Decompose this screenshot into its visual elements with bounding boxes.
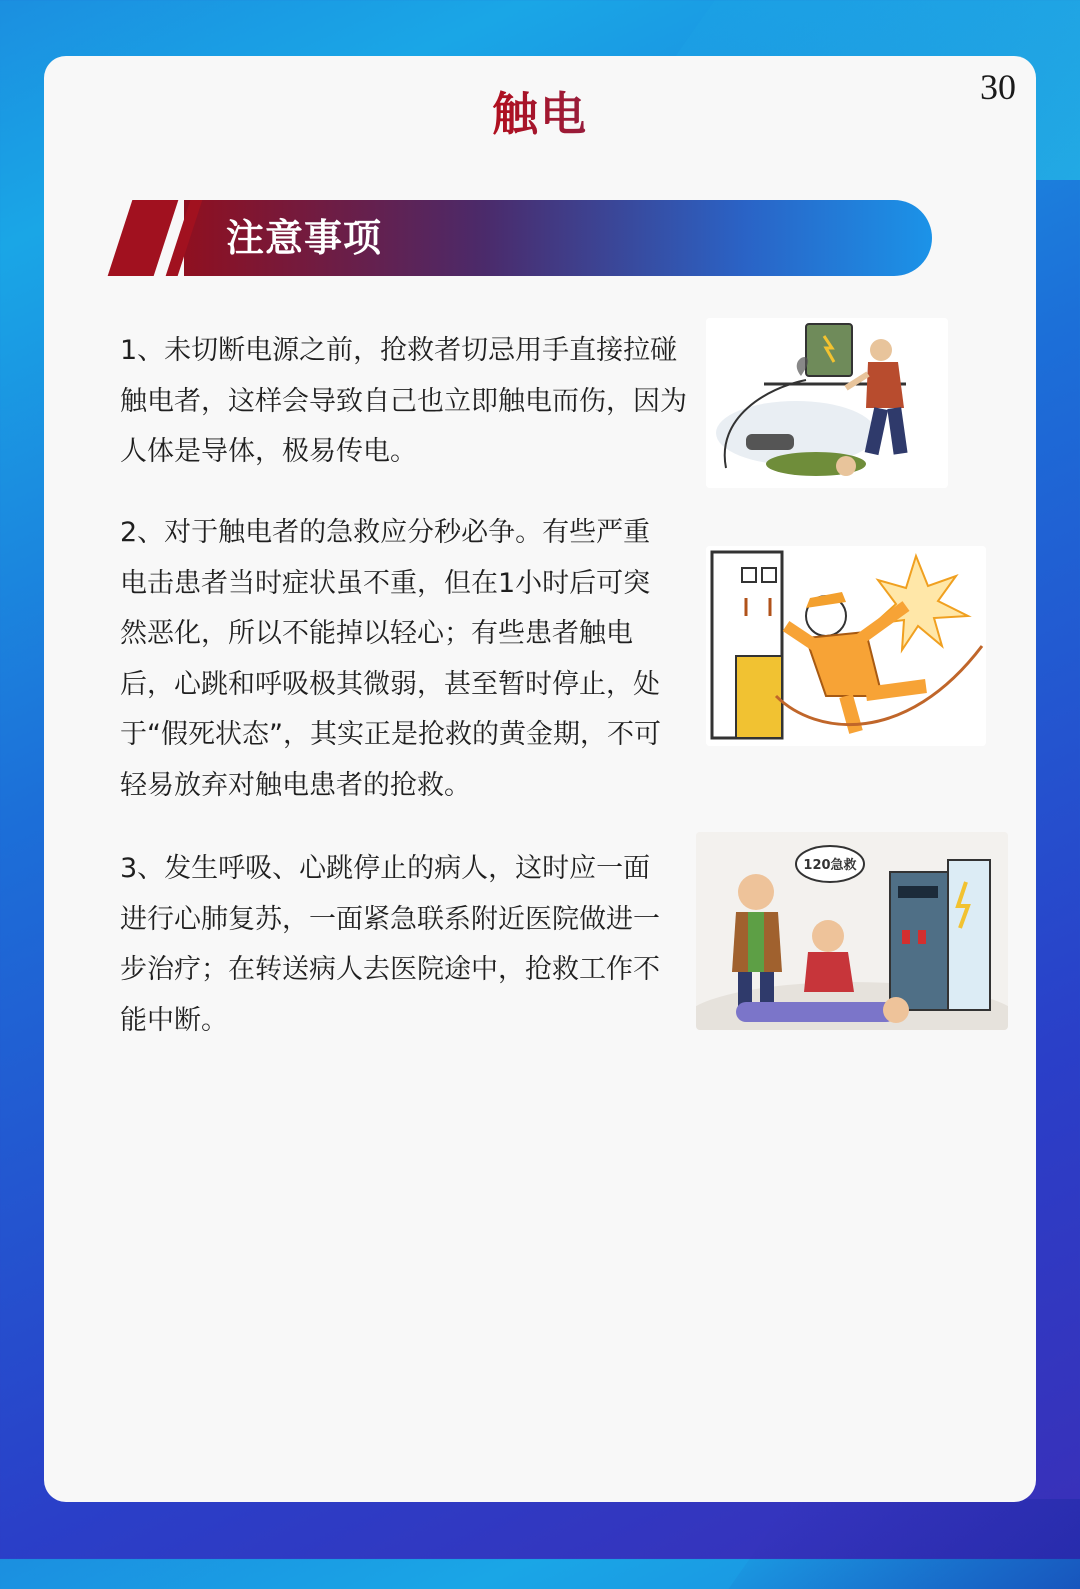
illustration-rescue-pull (706, 318, 948, 488)
notice-item-2: 2、对于触电者的急救应分秒必争。有些严重电击患者当时症状虽不重，但在1小时后可突然恶化，所以不能掉以轻心；有些患者触电后，心跳和呼吸极其微弱，甚至暂时停止，处于“假死状态”，其实正是抢救的黄金期，不可轻易放弃对触电患者的抢救。 (120, 517, 661, 801)
content-card (44, 56, 1036, 1502)
background-accent-bottom (728, 1499, 1080, 1589)
section-heading: 注意事项 (226, 216, 383, 260)
section-banner (108, 200, 932, 276)
cpr-emergency-drawing (696, 832, 1008, 1030)
phone-bubble-text: 120急救 (803, 858, 857, 873)
shock-cabinet-drawing (706, 546, 986, 746)
illustration-cpr-emergency (696, 832, 1008, 1030)
illustration-shock-cabinet (706, 546, 986, 746)
page-title: 触电 (44, 78, 1036, 144)
banner-stripe (108, 200, 179, 276)
notice-item-3: 3、发生呼吸、心跳停止的病人，这时应一面进行心肺复苏，一面紧急联系附近医院做进一步治疗；在转送病人去医院途中，抢救工作不能中断。 (120, 853, 660, 1036)
rescue-pull-drawing (706, 318, 948, 488)
notice-item-1: 1、未切断电源之前，抢救者切忌用手直接拉碰触电者，这样会导致自己也立即触电而伤，因为人体是导体，极易传电。 (120, 335, 687, 467)
